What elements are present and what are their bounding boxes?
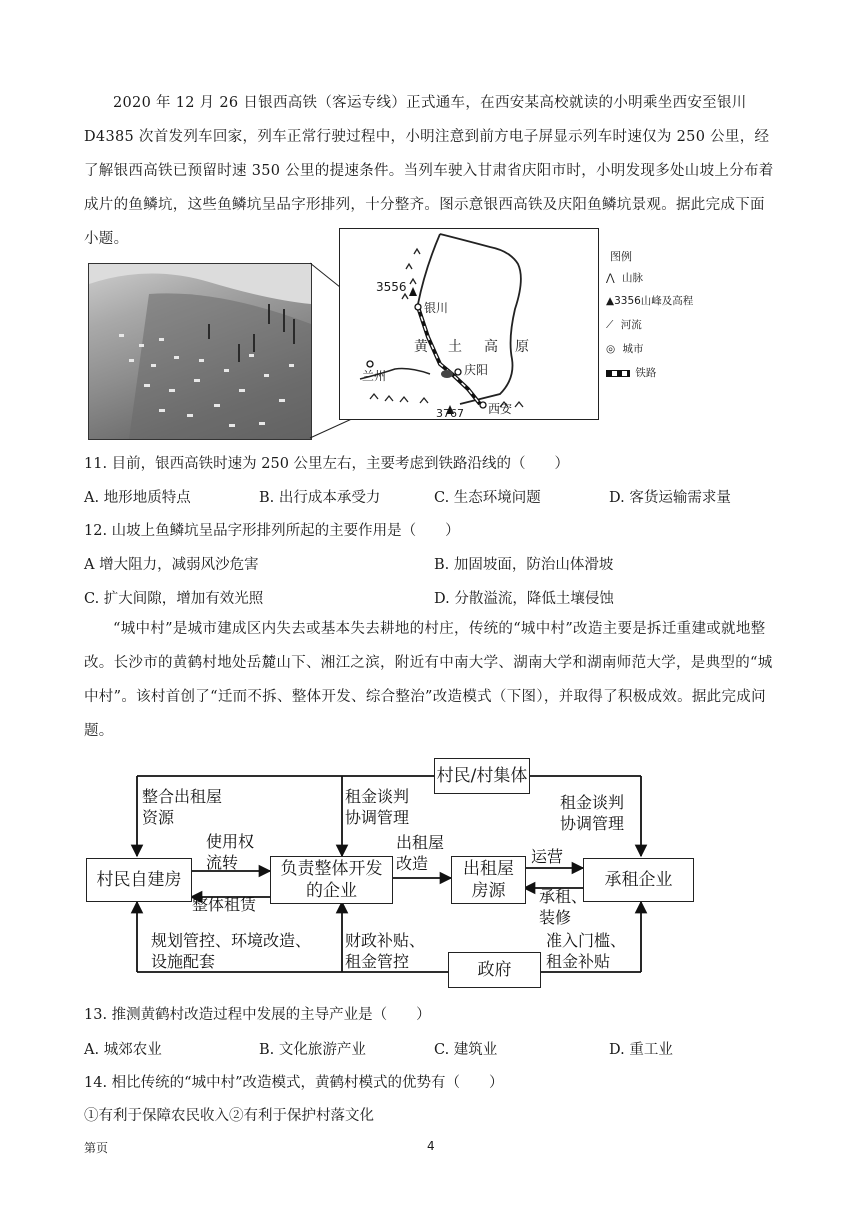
page-number: 4 (427, 1139, 435, 1153)
label-planning: 规划管控、环境改造、 设施配套 (151, 931, 312, 971)
q12-option-a[interactable]: A 增大阻力，减弱风沙危害 (84, 557, 259, 573)
map-label-plateau-1: 黄 (414, 339, 428, 355)
q13-option-d[interactable]: D. 重工业 (609, 1042, 673, 1058)
label-entry: 准入门槛、 租金补贴 (546, 931, 627, 971)
label-negotiate-right: 租金谈判 协调管理 (560, 793, 625, 833)
q14-statements: ①有利于保障农民收入②有利于保护村落文化 (84, 1108, 374, 1124)
q12-stem: 12. 山坡上鱼鳞坑呈品字形排列所起的主要作用是（ ） (84, 523, 460, 539)
map-label-lanzhou: 兰州 (362, 369, 387, 383)
box-developer: 负责整体开发 的企业 (270, 856, 393, 904)
box-villagers-collective: 村民/村集体 (434, 758, 530, 794)
city-icon: ◎ (606, 343, 616, 355)
legend-peak: ▲3356山峰及高程 (606, 295, 694, 307)
box-rental-source: 出租屋 房源 (451, 856, 526, 904)
legend-river: ⟋ 河流 (606, 319, 642, 331)
passage-2: “城中村”是城市建成区内失去或基本失去耕地的村庄，传统的“城中村”改造主要是拆迁重建或就地整改。长沙市的黄鹤村地处岳麓山下、湘江之滨，附近有中南大学、湖南大学和湖南师范大学，是典型的“城中村”。该村首创了“迁而不拆、整体开发、综合整治”改造模式（下图），并取得了积极成效。据此完成问题。 (84, 621, 773, 739)
q13-stem: 13. 推测黄鹤村改造过程中发展的主导产业是（ ） (84, 1007, 431, 1023)
label-rent-decorate: 承租、 装修 (539, 887, 588, 927)
map-label-plateau-2: 土 (448, 339, 462, 355)
q14-stem: 14. 相比传统的“城中村”改造模式，黄鹤村模式的优势有（ ） (84, 1075, 504, 1091)
map-label-peak-south: 3767 (436, 407, 464, 420)
legend-title: 图例 (610, 250, 632, 263)
legend-city: ◎ 城市 (606, 343, 644, 355)
passage-1: 2020 年 12 月 26 日银西高铁（客运专线）正式通车，在西安某高校就读的小明乘坐西安至银川 D4385 次首发列车回家，列车正常行驶过程中，小明注意到前方电子屏显示列车时速仅为 250 公里，经了解银西高铁已预留时速 350 公里的提速条件。当列车驶入甘肃省庆阳市时，小明发现多处山坡上分布着成片的鱼鳞坑，这些鱼鳞坑呈品字形排列，十分整齐。图示意银西高铁及庆阳鱼鳞坑景观。据此完成下面小题。 (84, 95, 774, 247)
label-renovate: 出租屋 改造 (396, 833, 445, 873)
map-label-qingyang: 庆阳 (464, 363, 489, 377)
q11-option-c[interactable]: C. 生态环境问题 (434, 490, 541, 506)
map-label-plateau-3: 高 (484, 339, 498, 355)
mountain-icon: ⋀ (606, 272, 615, 284)
q11-option-a[interactable]: A. 地形地质特点 (84, 490, 191, 506)
q12-option-d[interactable]: D. 分散溢流，降低土壤侵蚀 (434, 591, 614, 607)
q13-option-c[interactable]: C. 建筑业 (434, 1042, 498, 1058)
map-label-plateau-4: 原 (515, 339, 529, 355)
box-government: 政府 (448, 952, 541, 988)
label-integrate: 整合出租屋 资源 (142, 787, 223, 827)
map-label-xian: 西安 (488, 402, 513, 416)
q11-option-d[interactable]: D. 客货运输需求量 (609, 490, 731, 506)
q11-stem: 11. 目前，银西高铁时速为 250 公里左右，主要考虑到铁路沿线的（ ） (84, 456, 570, 472)
q13-option-b[interactable]: B. 文化旅游产业 (259, 1042, 366, 1058)
footer-label: 第页 (84, 1141, 109, 1155)
label-transfer: 使用权 流转 (206, 832, 255, 872)
legend-mountain: ⋀ 山脉 (606, 272, 643, 284)
label-lease-whole: 整体租赁 (192, 895, 257, 914)
peak-icon: ▲ (606, 295, 615, 307)
label-subsidy: 财政补贴、 租金管控 (345, 931, 426, 971)
map-label-yinchuan: 银川 (424, 301, 449, 315)
river-icon: ⟋ (606, 319, 614, 331)
map-label-peak-north: 3556 (376, 280, 407, 294)
q11-option-b[interactable]: B. 出行成本承受力 (259, 490, 381, 506)
box-lessee: 承租企业 (583, 858, 694, 902)
legend-railway: 铁路 (606, 365, 656, 380)
label-operate: 运营 (531, 847, 564, 866)
box-villager-houses: 村民自建房 (86, 858, 192, 902)
q12-option-c[interactable]: C. 扩大间隙，增加有效光照 (84, 591, 264, 607)
q12-option-b[interactable]: B. 加固坡面，防治山体滑坡 (434, 557, 614, 573)
q13-option-a[interactable]: A. 城郊农业 (84, 1042, 162, 1058)
label-negotiate-left: 租金谈判 协调管理 (345, 787, 410, 827)
